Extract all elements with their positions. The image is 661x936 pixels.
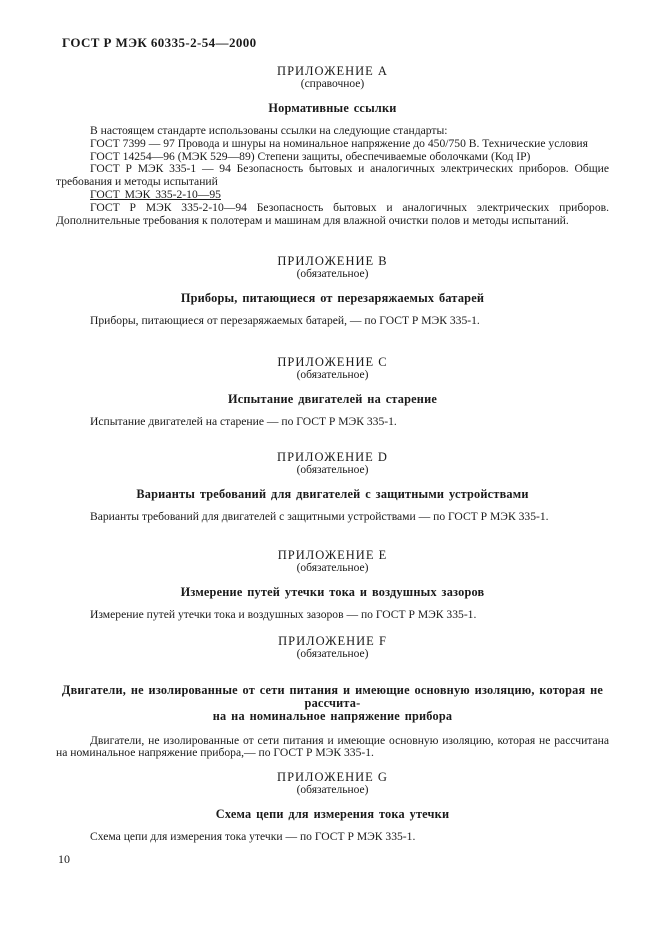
appendix-c-body	[56, 416, 609, 429]
appendix-d-paragraph: Варианты требований для двигателей с защитными устройствами — по ГОСТ Р МЭК 335-1.	[90, 509, 549, 523]
appendix-a-label: ПРИЛОЖЕНИЕ А	[277, 64, 388, 78]
appendix-d-kind: (обязательное)	[296, 463, 369, 476]
appendix-a-ref-4-underlined: ГОСТ МЭК 335-2-10—95	[90, 187, 221, 201]
appendix-a-kind: (справочное)	[300, 78, 365, 90]
appendix-a-intro: В настоящем стандарте использованы ссылки на следующие стандарты:	[90, 124, 448, 137]
appendix-f-title-line-1: Двигатели, не изолированные от сети питания и имеющие основную изоляцию, которая не рассчита-	[61, 682, 604, 710]
appendix-b-section	[56, 255, 609, 328]
appendix-e-kind: (обязательное)	[296, 561, 369, 574]
appendix-c-title: Испытание двигателей на старение	[227, 392, 438, 407]
appendix-a-ref-2: ГОСТ 14254—96 (МЭК 529—89) Степени защиты, обеспечиваемые оболочками (Код IP)	[90, 149, 531, 163]
appendix-e-body	[56, 609, 609, 622]
appendix-a-ref-3: ГОСТ Р МЭК 335-1 — 94 Безопасность бытовых и аналогичных электрических приборов. Общие требования и методы испытаний	[56, 162, 609, 189]
appendix-f-label: ПРИЛОЖЕНИЕ F	[278, 633, 387, 648]
appendix-e-section	[56, 549, 609, 622]
appendix-d-body	[56, 511, 609, 524]
appendix-d-label: ПРИЛОЖЕНИЕ D	[277, 449, 388, 464]
appendix-e-label: ПРИЛОЖЕНИЕ Е	[277, 547, 388, 562]
appendix-f-title	[56, 684, 609, 723]
appendix-b-label: ПРИЛОЖЕНИЕ В	[277, 254, 388, 269]
appendix-c-label: ПРИЛОЖЕНИЕ С	[277, 355, 388, 370]
appendix-e-paragraph: Измерение путей утечки тока и воздушных зазоров — по ГОСТ Р МЭК 335-1.	[90, 607, 477, 621]
appendix-b-title: Приборы, питающиеся от перезаряжаемых батарей	[180, 291, 485, 306]
appendix-c-paragraph: Испытание двигателей на старение — по ГОСТ Р МЭК 335-1.	[90, 415, 397, 429]
appendix-d-section	[56, 451, 609, 524]
appendix-f-paragraph: Двигатели, не изолированные от сети питания и имеющие основную изоляцию, которая не рассчитана на номинальное напряжение прибора,— по ГОСТ Р МЭК 335-1.	[56, 733, 609, 760]
appendix-b-paragraph: Приборы, питающиеся от перезаряжаемых батарей, — по ГОСТ Р МЭК 335-1.	[90, 314, 480, 328]
document-header: ГОСТ Р МЭК 60335-2-54—2000	[62, 35, 257, 50]
appendix-g-body	[56, 831, 609, 844]
appendix-d-title: Варианты требований для двигателей с защитными устройствами	[136, 486, 529, 501]
appendix-g-section	[56, 771, 609, 844]
appendix-a-section	[56, 65, 609, 227]
appendix-f-section	[56, 635, 609, 761]
appendix-c-kind: (обязательное)	[296, 369, 369, 382]
appendix-b-kind: (обязательное)	[296, 268, 369, 281]
appendix-g-title: Схема цепи для измерения тока утечки	[215, 807, 450, 822]
appendix-g-label: ПРИЛОЖЕНИЕ G	[277, 770, 388, 785]
appendix-g-kind: (обязательное)	[296, 784, 369, 797]
appendix-a-ref-5: ГОСТ Р МЭК 335-2-10—94 Безопасность бытовых и аналогичных электрических приборов. Дополнительные требования к полотерам и машинам для влажной очистки полов и методы испытаний.	[56, 200, 609, 227]
appendix-a-title: Нормативные ссылки	[268, 101, 397, 115]
appendix-f-kind: (обязательное)	[296, 647, 369, 660]
appendix-a-ref-4	[56, 189, 609, 202]
page-number: 10	[58, 851, 70, 866]
appendix-g-paragraph: Схема цепи для измерения тока утечки — по ГОСТ Р МЭК 335-1.	[90, 830, 416, 844]
appendix-f-title-line-2: на на номинальное напряжение прибора	[212, 708, 453, 723]
appendix-a-body	[56, 125, 609, 227]
appendix-e-title: Измерение путей утечки тока и воздушных зазоров	[180, 584, 485, 599]
appendix-c-section	[56, 356, 609, 429]
appendix-b-body	[56, 315, 609, 328]
appendix-f-body	[56, 735, 609, 761]
appendix-a-ref-1: ГОСТ 7399 — 97 Провода и шнуры на номинальное напряжение до 450/750 В. Технические условия	[90, 136, 588, 150]
